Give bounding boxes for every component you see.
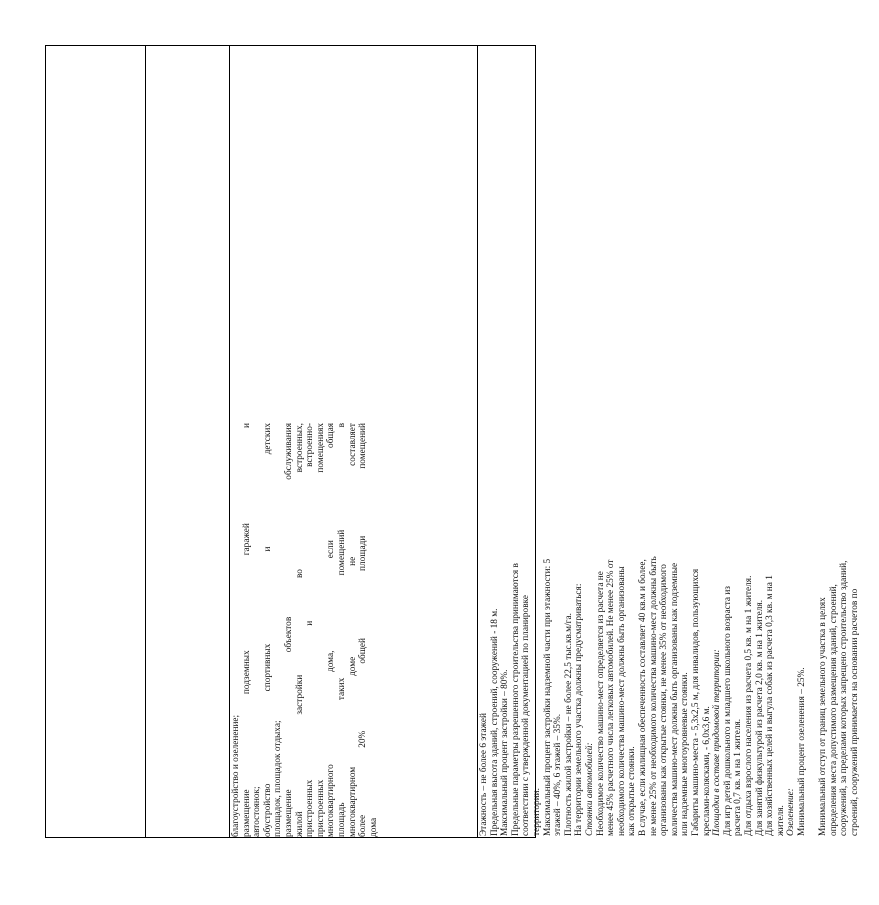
text-line: Максимальный процент застройки – 80%.: [500, 669, 511, 836]
text-line: пристроенных помещениях: [315, 423, 326, 837]
text-line: дома: [368, 817, 379, 837]
text-line: Необходимое количество машино-мест определяется из расчета не: [595, 571, 606, 836]
table-frame: [45, 45, 860, 838]
text-line: Для игр детей дошкольного и младшего школьного возраста из: [722, 586, 733, 836]
text-line: не менее 25% от необходимого количества машино-мест должны быть: [648, 556, 659, 836]
text-line: многоквартирного дома, если общая: [326, 423, 337, 837]
text-line: В случае, если жилищная обеспеченность составляет 40 кв.м и более,: [638, 559, 648, 836]
text-line: Этажность – не более 6 этажей: [479, 712, 489, 836]
text-line: благоустройство и озеленение;: [231, 714, 241, 837]
text-line: Предельные параметры разрешенного строительства принимаются в: [510, 563, 521, 836]
text-line: креслами-колясками, - 6,0х3,6 м.: [701, 706, 712, 836]
text-line: На территории земельного участка должны предусматриваться:: [574, 583, 585, 836]
text-line: жителя.: [775, 805, 786, 836]
parameters-cell: [479, 49, 879, 839]
text-line: обустройство спортивных и детских: [262, 423, 273, 837]
text-line: или надземные многоуровневые стоянки.: [680, 672, 691, 836]
text-line: менее 45% расчетного числа легковых автомобилей. Не менее 25% от: [606, 559, 617, 836]
text-line: Минимальный процент озеленения – 25%.: [797, 667, 807, 836]
text-line: Предельная высота зданий, строений, сооружений - 18 м.: [489, 608, 500, 836]
text-line: более 20% общей площади помещений: [358, 423, 369, 837]
text-line: размещение объектов обслуживания: [284, 423, 294, 837]
text-line: Плотность жилой застройки – не более 22,5 тыс.кв.м/га.: [563, 613, 574, 836]
text-line: организованы как открытые стоянки, не менее 35% от необходимого: [659, 564, 670, 836]
text-line: Максимальный процент застройки надземной части при этажности: 5: [542, 558, 553, 836]
subheading-parking: Стоянки автомобилей:: [585, 742, 595, 836]
subheading-yard-areas: Площадки в составе придомовой территории:: [712, 649, 723, 836]
text-line: пристроенных и встроенно-: [305, 423, 316, 837]
text-line: Минимальный отступ от границ земельного участка в целях: [818, 597, 829, 836]
text-line: Для отдыха взрослого населения из расчета 0,5 кв. м на 1 жителя.: [744, 575, 754, 836]
text-line: территории.: [532, 788, 542, 836]
text-line: площадь таких помещений в: [337, 423, 347, 837]
text-line: строений, сооружений принимается на основании расчетов по: [850, 588, 860, 836]
text-line: Для хозяйственных целей и выгула собак из расчета 0,3 кв. м на 1: [765, 575, 776, 836]
column-divider-2: [229, 46, 230, 837]
text-line: жилой застройки во встроенных,: [294, 423, 305, 837]
text-line: многоквартирном доме не составляет: [347, 423, 358, 837]
text-line: автостоянок;: [252, 786, 263, 837]
text-line: необходимого количества машино-мест должны быть организованы: [616, 566, 627, 836]
text-line: этажей – 40%, 6 этажей – 35%.: [553, 713, 564, 836]
text-line: Габариты машино-места - 5,3х2,5 м, для инвалидов, пользующихся: [691, 568, 701, 836]
text-line: расчета 0,7 кв. м на 1 жителя.: [733, 718, 744, 836]
text-line: определения места допустимого размещения зданий, строений,: [828, 584, 839, 836]
text-line: как открытые стоянки.: [627, 746, 638, 836]
text-line: сооружений, за пределами которых запрещено строительство зданий,: [839, 560, 850, 836]
text-line: соответствии с утвержденной документацией по планировке: [521, 595, 532, 836]
column-divider-3: [477, 46, 478, 837]
subheading-greenery: Озеленение:: [786, 788, 797, 836]
text-line: количества машино-мест должны быть организованы как подземные: [669, 562, 680, 836]
uses-cell: [231, 419, 379, 839]
text-line: площадок, площадок отдыха;: [273, 720, 284, 837]
text-line: размещение подземных гаражей и: [241, 423, 252, 837]
column-divider-1: [145, 46, 146, 837]
text-line: Для занятий физкультурой из расчета 2,0 кв. м на 1 жителя.: [754, 599, 765, 836]
